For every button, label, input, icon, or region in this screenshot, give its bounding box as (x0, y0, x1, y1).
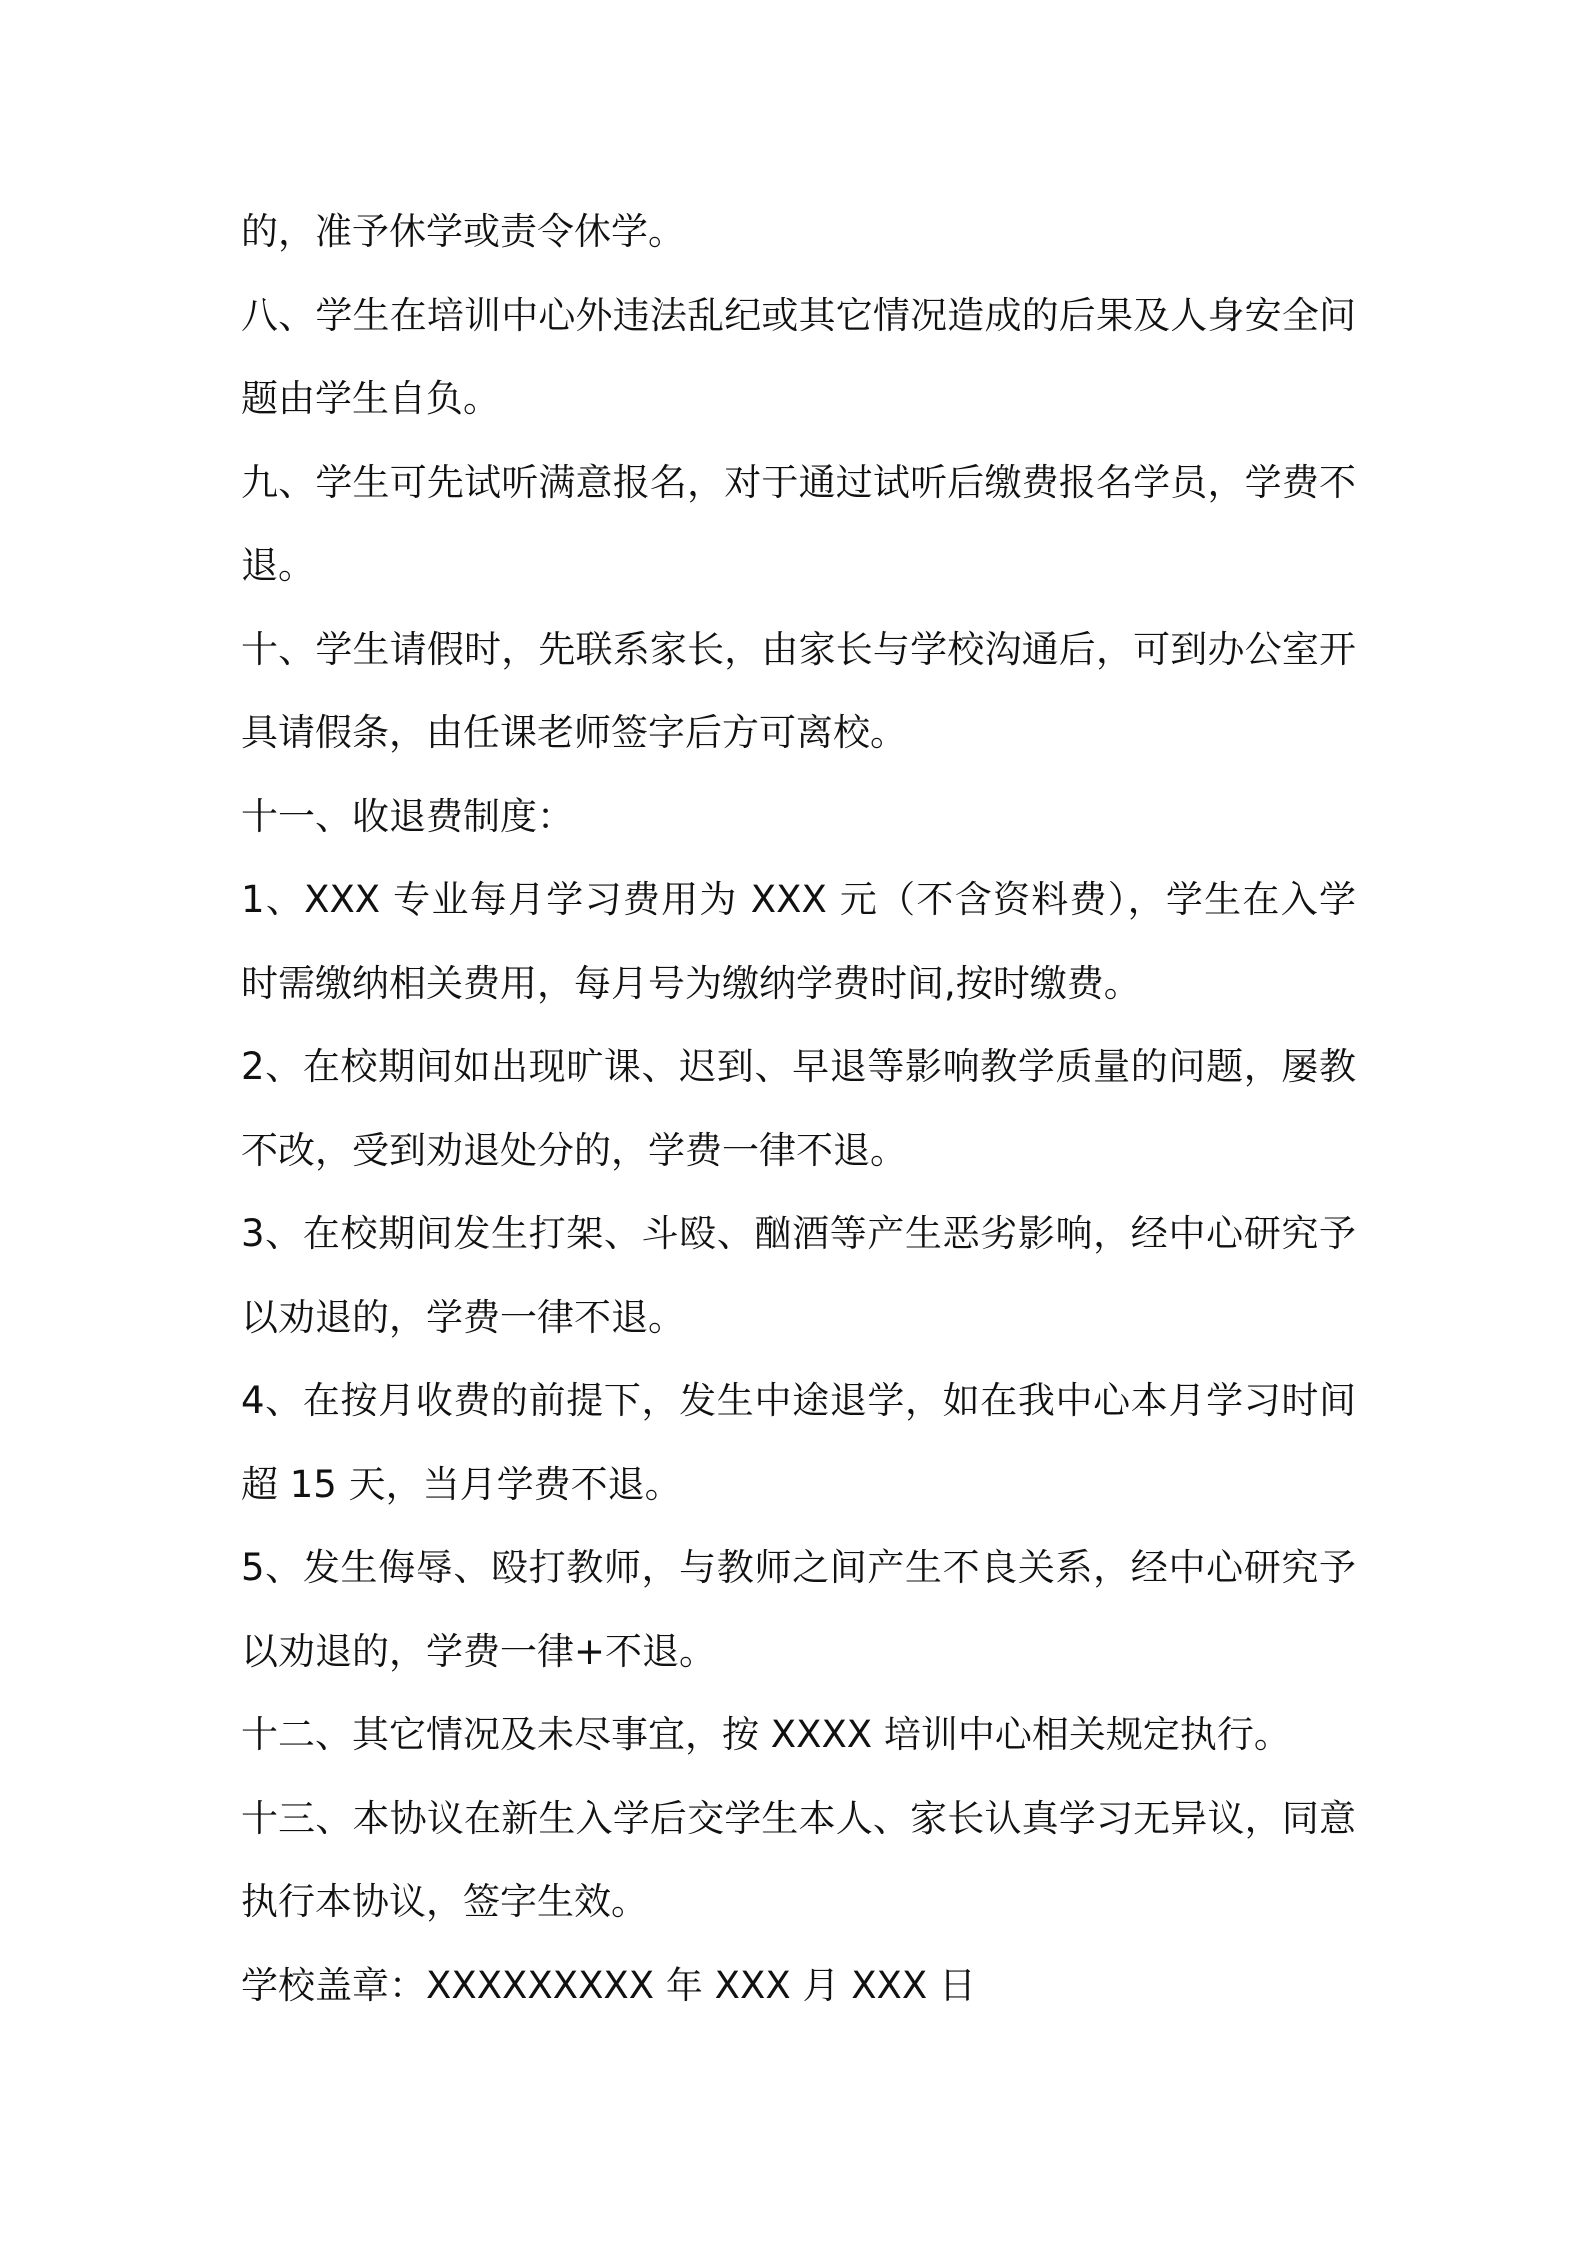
paragraph-fee-item-4: 4、在按月收费的前提下，发生中途退学，如在我中心本月学习时间超 15 天，当月学费不退。 (241, 1379, 1356, 1506)
paragraph-clause-11-heading: 十一、收退费制度： (241, 794, 574, 838)
paragraph-continuation: 的，准予休学或责令休学。 (241, 210, 685, 253)
paragraph-clause-13: 十三、本协议在新生入学后交学生本人、家长认真学习无异议，同意执行本协议，签字生效。 (241, 1796, 1356, 1923)
paragraph-clause-9: 九、学生可先试听满意报名，对于通过试听后缴费报名学员，学费不退。 (241, 460, 1356, 587)
paragraph-fee-item-3: 3、在校期间发生打架、斗殴、酗酒等产生恶劣影响，经中心研究予以劝退的，学费一律不退。 (241, 1212, 1356, 1339)
document-body (241, 190, 1356, 2027)
paragraph-clause-10: 十、学生请假时，先联系家长，由家长与学校沟通后，可到办公室开具请假条，由任课老师签字后方可离校。 (241, 627, 1356, 754)
paragraph-fee-item-5: 5、发生侮辱、殴打教师，与教师之间产生不良关系，经中心研究予以劝退的，学费一律+不退。 (241, 1546, 1356, 1673)
paragraph-clause-8: 八、学生在培训中心外违法乱纪或其它情况造成的后果及人身安全问题由学生自负。 (241, 293, 1356, 420)
paragraph-fee-item-2: 2、在校期间如出现旷课、迟到、早退等影响教学质量的问题，屡教不改，受到劝退处分的，学费一律不退。 (241, 1045, 1356, 1172)
signature-line: 学校盖章：XXXXXXXXX 年 XXX 月 XXX 日 (241, 1963, 977, 2007)
paragraph-clause-12: 十二、其它情况及未尽事宜，按 XXXX 培训中心相关规定执行。 (241, 1713, 1291, 1756)
paragraph-fee-item-1: 1、XXX 专业每月学习费用为 XXX 元（不含资料费），学生在入学时需缴纳相关费用，每月号为缴纳学费时间,按时缴费。 (241, 878, 1356, 1005)
